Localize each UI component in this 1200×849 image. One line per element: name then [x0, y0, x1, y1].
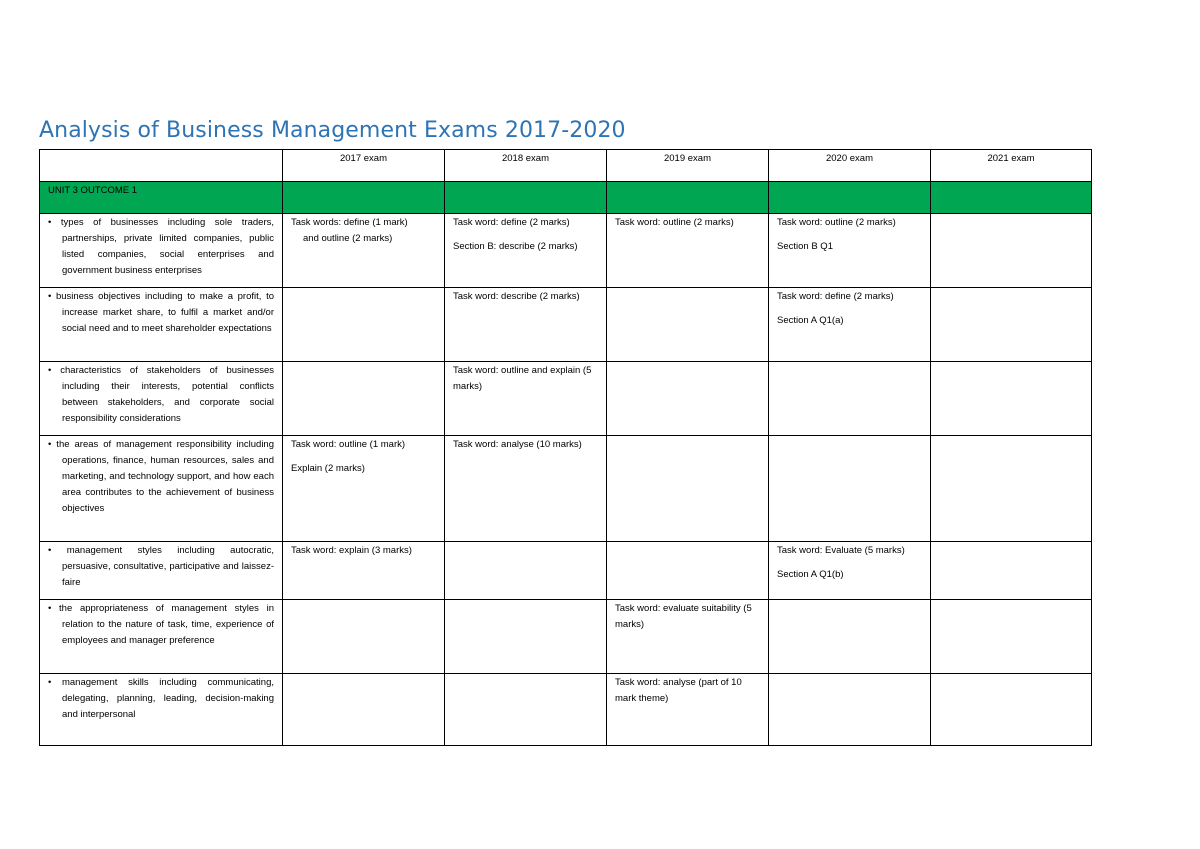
cell-2019 — [607, 436, 769, 542]
cell-2019 — [607, 674, 769, 746]
cell-2017 — [283, 362, 445, 436]
cell-text: Section B: describe (2 marks) — [453, 241, 578, 252]
topic-cell: • management styles including autocratic, persuasive, consultative, participative and laissez-faire — [40, 542, 283, 600]
cell-text: Task word: analyse (part of 10 mark theme) — [615, 677, 742, 704]
cell-2018 — [445, 288, 607, 362]
cell-text: Task word: explain (3 marks) — [291, 545, 412, 556]
cell-2018 — [445, 436, 607, 542]
cell-2021 — [931, 288, 1092, 362]
exam-analysis-table — [39, 149, 1092, 746]
header-topic — [40, 150, 283, 182]
cell-text: Section A Q1(a) — [777, 315, 844, 326]
cell-2020 — [769, 674, 931, 746]
cell-text: Section A Q1(b) — [777, 569, 844, 580]
cell-2019 — [607, 542, 769, 600]
topic-cell: • management skills including communicating, delegating, planning, leading, decision-making and interpersonal — [40, 674, 283, 746]
cell-text: Task word: evaluate suitability (5 marks) — [615, 603, 752, 630]
cell-text: Task word: analyse (10 marks) — [453, 439, 582, 450]
cell-text: Task word: describe (2 marks) — [453, 291, 580, 302]
table-row — [40, 674, 1092, 746]
cell-2019 — [607, 214, 769, 288]
header-2021: 2021 exam — [931, 150, 1092, 182]
header-row — [40, 150, 1092, 182]
cell-text: and outline (2 marks) — [303, 233, 393, 244]
cell-2017 — [283, 214, 445, 288]
cell-text: Task words: define (1 mark) — [291, 217, 408, 228]
topic-cell: • types of businesses including sole traders, partnerships, private limited companies, public listed companies, social enterprises and government business enterprises — [40, 214, 283, 288]
table-row — [40, 600, 1092, 674]
section-cell — [283, 182, 445, 214]
table-row — [40, 542, 1092, 600]
page-title: Analysis of Business Management Exams 2017-2020 — [39, 118, 626, 143]
cell-2019 — [607, 288, 769, 362]
cell-2019 — [607, 362, 769, 436]
section-row — [40, 182, 1092, 214]
cell-text: Task word: define (2 marks) — [777, 291, 894, 302]
cell-text: Task word: outline (1 mark) — [291, 439, 406, 450]
cell-2017 — [283, 600, 445, 674]
table-row — [40, 362, 1092, 436]
cell-2018 — [445, 674, 607, 746]
section-label-text: UNIT 3 OUTCOME 1 — [48, 185, 138, 196]
cell-text: Task word: outline (2 marks) — [615, 217, 734, 228]
topic-cell: • the appropriateness of management styles in relation to the nature of task, time, experience of employees and manager preference — [40, 600, 283, 674]
cell-2021 — [931, 600, 1092, 674]
table-row — [40, 288, 1092, 362]
cell-2021 — [931, 674, 1092, 746]
section-label — [40, 182, 283, 214]
cell-2017 — [283, 288, 445, 362]
section-cell — [931, 182, 1092, 214]
header-2020: 2020 exam — [769, 150, 931, 182]
cell-2021 — [931, 214, 1092, 288]
cell-2021 — [931, 542, 1092, 600]
cell-2020 — [769, 600, 931, 674]
header-2019: 2019 exam — [607, 150, 769, 182]
section-cell — [769, 182, 931, 214]
topic-cell: • the areas of management responsibility including operations, finance, human resources, sales and marketing, and technology support, and how each area contributes to the achievement of business objectives — [40, 436, 283, 542]
topic-cell: • characteristics of stakeholders of businesses including their interests, potential conflicts between stakeholders, and corporate social responsibility considerations — [40, 362, 283, 436]
cell-2018 — [445, 600, 607, 674]
cell-text: Task word: outline and explain (5 marks) — [453, 365, 592, 392]
cell-2020 — [769, 288, 931, 362]
cell-2017 — [283, 436, 445, 542]
cell-2018 — [445, 362, 607, 436]
section-cell — [445, 182, 607, 214]
topic-cell: • business objectives including to make a profit, to increase market share, to fulfil a market and/or social need and to meet shareholder expectations — [40, 288, 283, 362]
cell-text: Explain (2 marks) — [291, 463, 365, 474]
section-cell — [607, 182, 769, 214]
cell-2020 — [769, 214, 931, 288]
cell-text: Section B Q1 — [777, 241, 833, 252]
cell-text: Task word: outline (2 marks) — [777, 217, 896, 228]
cell-2019 — [607, 600, 769, 674]
cell-2021 — [931, 436, 1092, 542]
header-2018: 2018 exam — [445, 150, 607, 182]
header-2017: 2017 exam — [283, 150, 445, 182]
cell-2018 — [445, 542, 607, 600]
table-row — [40, 436, 1092, 542]
cell-2020 — [769, 542, 931, 600]
cell-text: Task word: Evaluate (5 marks) — [777, 545, 905, 556]
table-row — [40, 214, 1092, 288]
cell-2021 — [931, 362, 1092, 436]
cell-2018 — [445, 214, 607, 288]
cell-2020 — [769, 436, 931, 542]
cell-2017 — [283, 542, 445, 600]
cell-2020 — [769, 362, 931, 436]
cell-text: Task word: define (2 marks) — [453, 217, 570, 228]
cell-2017 — [283, 674, 445, 746]
